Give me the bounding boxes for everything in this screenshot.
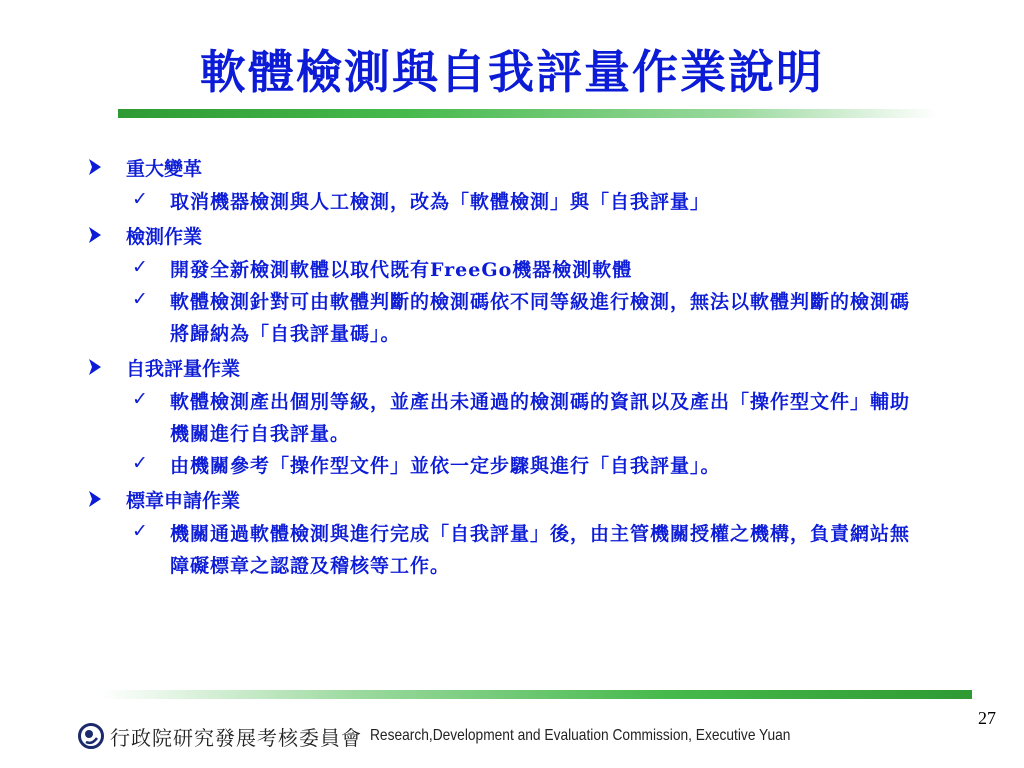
footer-rule (100, 690, 972, 699)
list-item-text: 機關通過軟體檢測與進行完成「自我評量」後，由主管機關授權之機構，負責網站無障礙標章之認證及稽核等工作。 (170, 523, 911, 577)
checkmark-icon: ✓ (132, 388, 148, 410)
arrow-bullet-icon (88, 158, 102, 176)
title-underline (118, 109, 938, 118)
arrow-bullet-icon (88, 358, 102, 376)
list-item (132, 518, 932, 582)
checkmark-icon: ✓ (132, 188, 148, 210)
list-item (132, 254, 932, 286)
list-item (132, 450, 932, 482)
checkmark-icon: ✓ (132, 520, 148, 542)
org-name-english: Research,Development and Evaluation Commission, Executive Yuan (370, 727, 791, 744)
checkmark-icon: ✓ (132, 288, 148, 310)
slide-title: 軟體檢測與自我評量作業說明 (200, 45, 824, 99)
checkmark-icon: ✓ (132, 256, 148, 278)
list-item-text: 取消機器檢測與人工檢測，改為「軟體檢測」與「自我評量」 (170, 191, 711, 213)
slide-body (82, 150, 932, 582)
section-heading (82, 218, 932, 254)
org-name-chinese: 行政院研究發展考核委員會 (110, 725, 362, 750)
list-item-text: 由機關參考「操作型文件」並依一定步驟與進行「自我評量」。 (170, 455, 721, 477)
arrow-bullet-icon (88, 490, 102, 508)
list-item (132, 386, 932, 450)
checkmark-icon: ✓ (132, 452, 148, 474)
section-heading-label: 標章申請作業 (126, 490, 241, 512)
footer (78, 719, 859, 753)
list-item-text: 軟體檢測針對可由軟體判斷的檢測碼依不同等級進行檢測，無法以軟體判斷的檢測碼將歸納為「自我評量碼」。 (170, 291, 911, 345)
section-heading (82, 150, 932, 186)
page-number: 27 (978, 708, 996, 728)
section-heading-label: 重大變革 (126, 158, 203, 180)
section-heading (82, 482, 932, 518)
list-item-text: 軟體檢測產出個別等級，並產出未通過的檢測碼的資訊以及產出「操作型文件」輔助機關進行自我評量。 (170, 391, 911, 445)
arrow-bullet-icon (88, 226, 102, 244)
list-item (132, 186, 932, 218)
section-heading-label: 自我評量作業 (126, 358, 241, 380)
list-item-text: 開發全新檢測軟體以取代既有FreeGo機器檢測軟體 (170, 259, 633, 281)
section-heading (82, 350, 932, 386)
rdec-logo-icon (78, 723, 104, 749)
section-heading-label: 檢測作業 (126, 226, 203, 248)
list-item (132, 286, 932, 350)
